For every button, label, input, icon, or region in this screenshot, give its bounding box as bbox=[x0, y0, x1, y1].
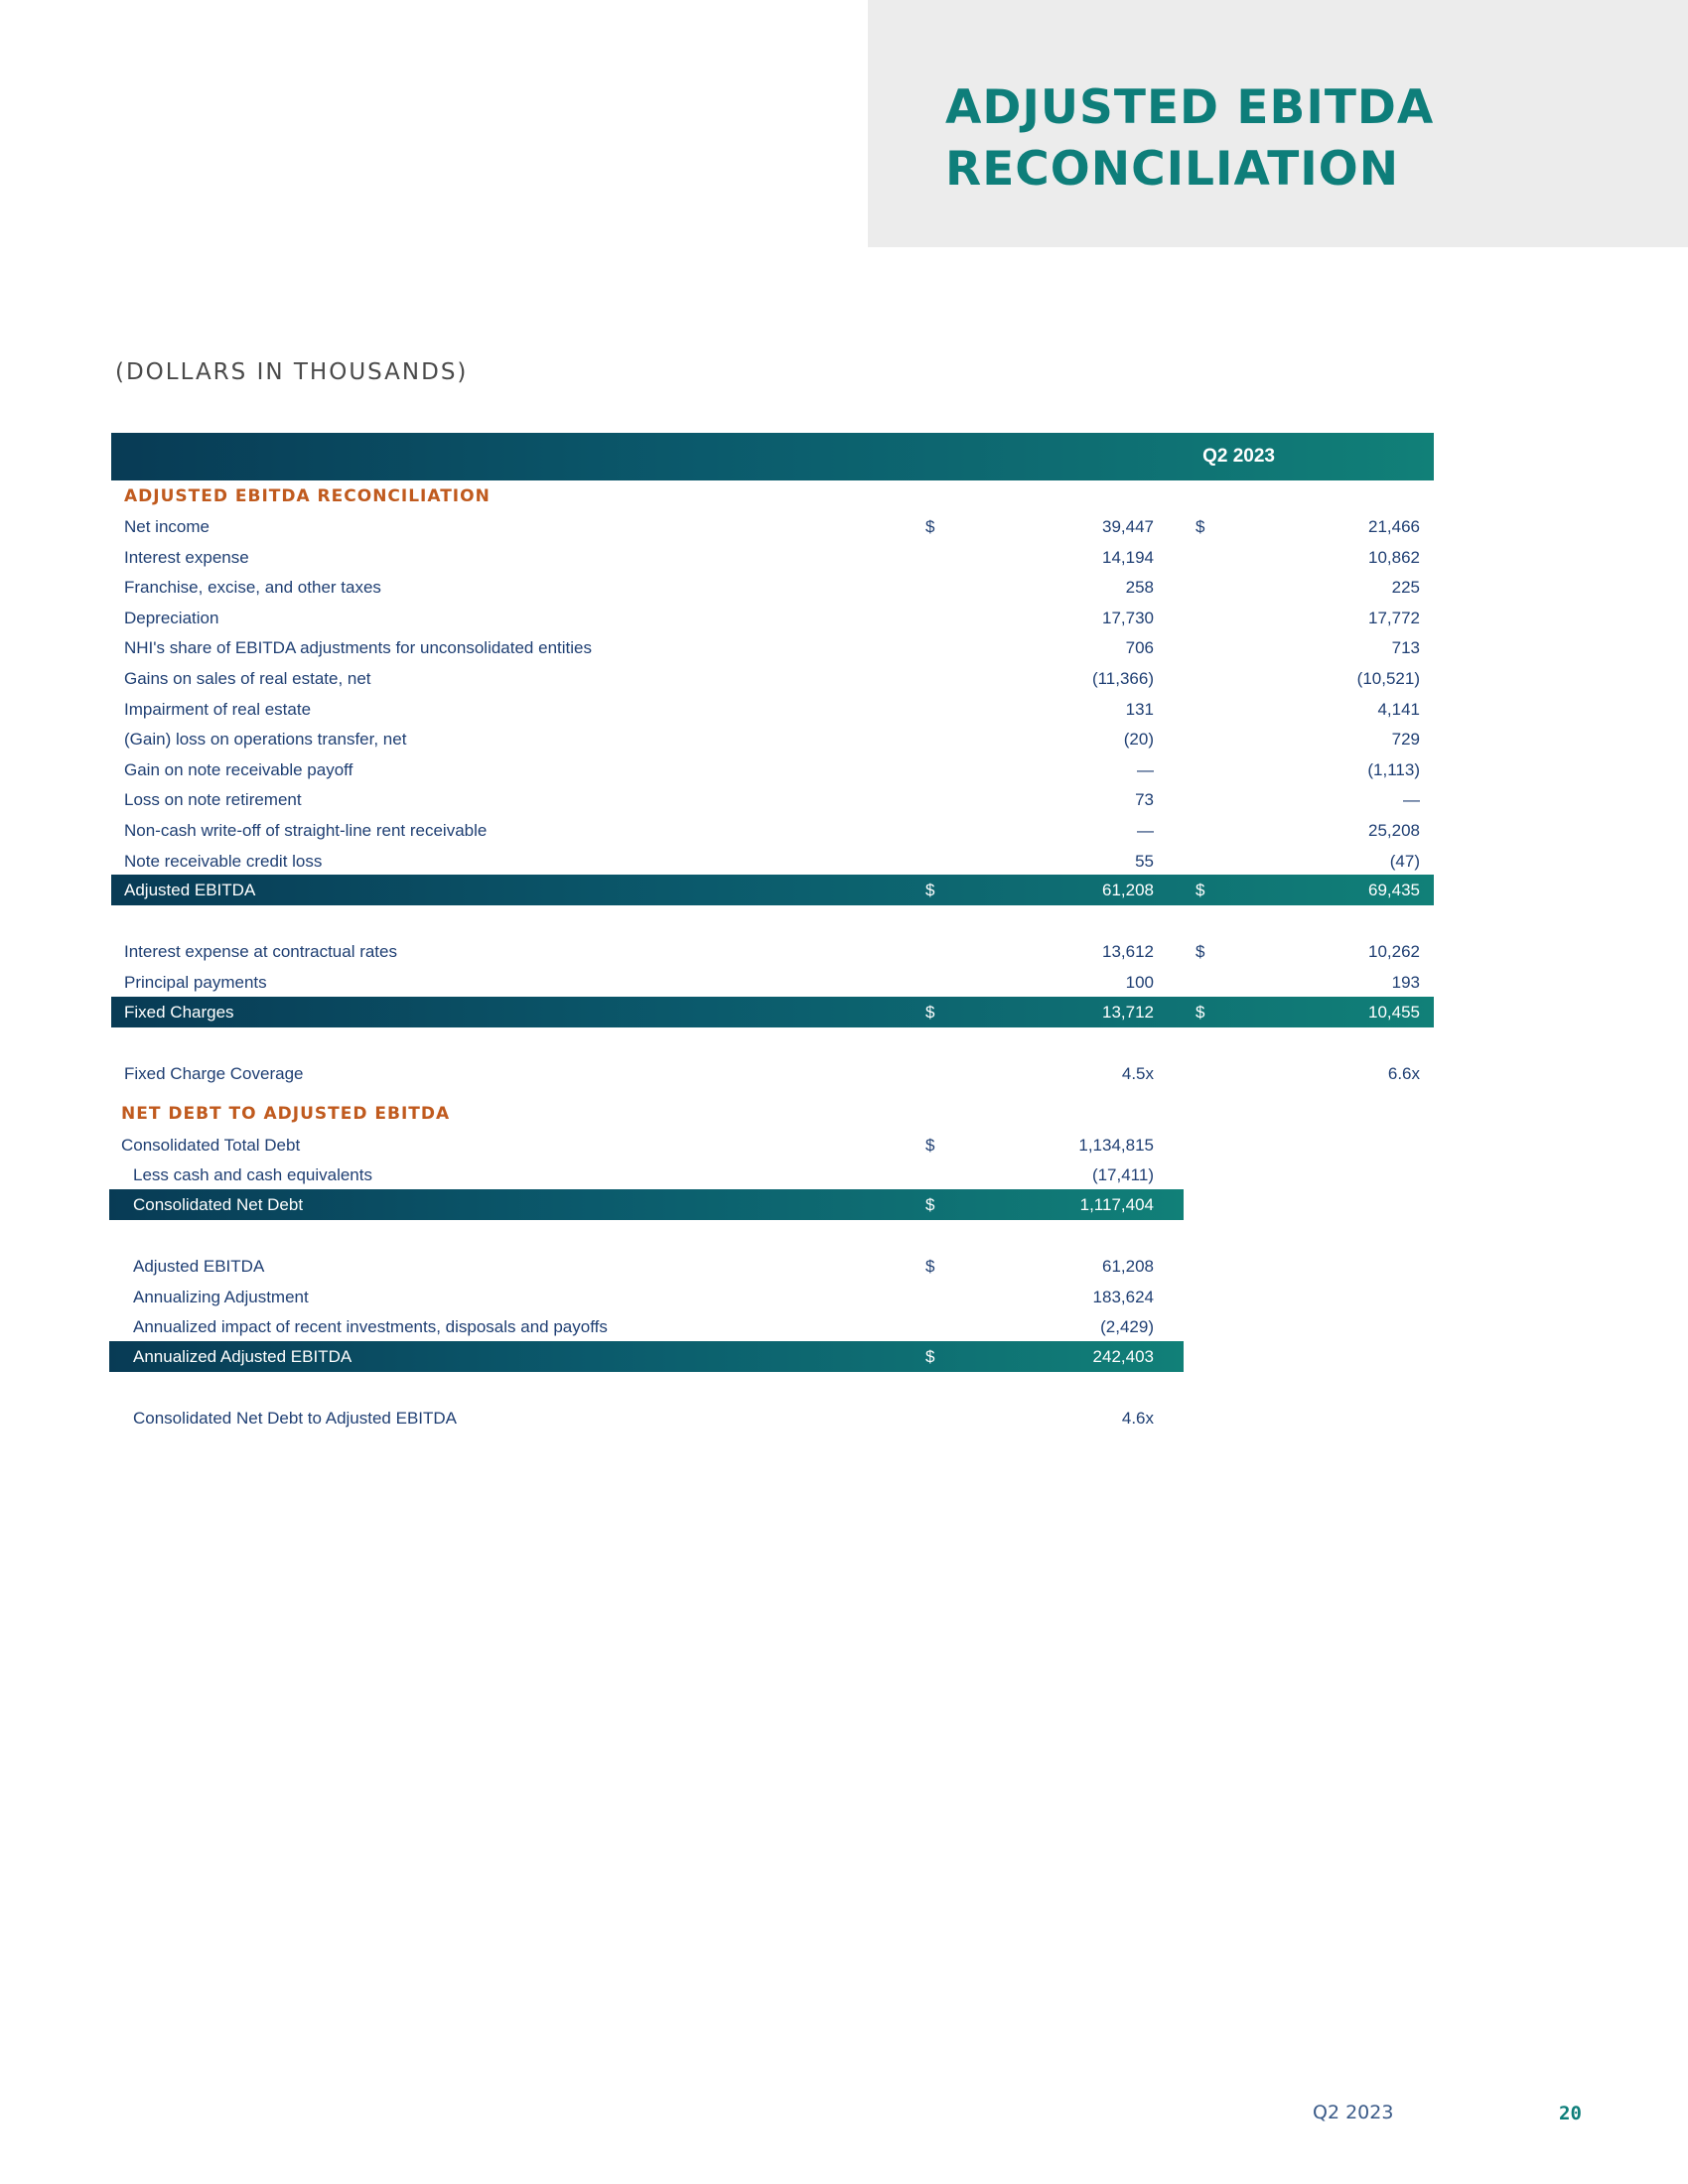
value-q2-2023: (17,411) bbox=[1091, 1165, 1154, 1184]
value-q2-2023: 1,117,404 bbox=[1079, 1195, 1154, 1214]
value-q2-2022: 21,466 bbox=[1368, 517, 1420, 536]
row-label: Consolidated Net Debt to Adjusted EBITDA bbox=[133, 1409, 458, 1428]
row-label: Adjusted EBITDA bbox=[124, 881, 256, 899]
table-row bbox=[111, 784, 1434, 815]
row-label: Gains on sales of real estate, net bbox=[124, 669, 371, 688]
table-row bbox=[111, 846, 1434, 877]
value-q2-2022: — bbox=[1403, 790, 1420, 810]
table-row bbox=[111, 694, 1434, 725]
table-row bbox=[109, 1403, 1184, 1433]
table-row bbox=[109, 1130, 1184, 1160]
units-subtitle: (DOLLARS IN THOUSANDS) bbox=[115, 359, 469, 385]
value-q2-2022: 6.6x bbox=[1387, 1064, 1420, 1083]
page-title bbox=[945, 77, 1434, 201]
table-row bbox=[111, 967, 1434, 998]
row-label: Interest expense at contractual rates bbox=[124, 942, 397, 961]
row-label: Consolidated Total Debt bbox=[121, 1136, 301, 1155]
section-title-ebitda: ADJUSTED EBITDA RECONCILIATION bbox=[124, 486, 491, 506]
table-row bbox=[109, 1311, 1184, 1342]
currency-symbol: $ bbox=[925, 517, 935, 536]
value-q2-2023: (20) bbox=[1123, 730, 1154, 750]
value-q2-2023: 61,208 bbox=[1102, 1257, 1154, 1276]
value-q2-2022: 193 bbox=[1391, 972, 1420, 992]
column-header-q2-2023: Q2 2023 bbox=[1202, 446, 1275, 467]
table-row bbox=[109, 1160, 1184, 1190]
row-label: Annualizing Adjustment bbox=[133, 1287, 309, 1306]
value-q2-2023: 55 bbox=[1135, 851, 1154, 871]
currency-symbol: $ bbox=[925, 1136, 935, 1155]
value-q2-2022: 729 bbox=[1391, 730, 1420, 750]
section-title-net-debt: NET DEBT TO ADJUSTED EBITDA bbox=[121, 1104, 451, 1124]
currency-symbol: $ bbox=[925, 881, 935, 899]
value-q2-2023: — bbox=[1137, 821, 1154, 840]
row-label: Fixed Charges bbox=[124, 1003, 234, 1022]
currency-symbol: $ bbox=[1196, 517, 1205, 536]
footer-quarter: Q2 2023 bbox=[1313, 2102, 1394, 2123]
table-row bbox=[111, 632, 1434, 663]
value-q2-2023: 258 bbox=[1125, 578, 1154, 598]
row-label: (Gain) loss on operations transfer, net bbox=[124, 730, 407, 750]
page-title-line2: RECONCILIATION bbox=[945, 142, 1400, 197]
value-q2-2022: (10,521) bbox=[1356, 669, 1420, 688]
row-label: Impairment of real estate bbox=[124, 699, 312, 719]
row-label: Interest expense bbox=[124, 547, 249, 567]
value-q2-2022: 69,435 bbox=[1368, 881, 1420, 899]
value-q2-2023: — bbox=[1137, 759, 1154, 779]
row-label: Less cash and cash equivalents bbox=[133, 1165, 372, 1184]
currency-symbol: $ bbox=[1196, 881, 1205, 899]
value-q2-2022: 713 bbox=[1391, 638, 1420, 658]
value-q2-2023: (11,366) bbox=[1091, 669, 1154, 688]
value-q2-2023: 13,712 bbox=[1102, 1003, 1154, 1022]
value-q2-2022: 25,208 bbox=[1368, 821, 1420, 840]
value-q2-2022: 4,141 bbox=[1377, 699, 1420, 719]
currency-symbol: $ bbox=[925, 1195, 935, 1214]
row-label: Depreciation bbox=[124, 608, 219, 627]
table-row bbox=[111, 724, 1434, 754]
value-q2-2022: 225 bbox=[1391, 578, 1420, 598]
value-q2-2023: 706 bbox=[1125, 638, 1154, 658]
currency-symbol: $ bbox=[1196, 942, 1205, 961]
row-label: Note receivable credit loss bbox=[124, 851, 323, 871]
row-label: Principal payments bbox=[124, 972, 267, 992]
row-label: Fixed Charge Coverage bbox=[124, 1064, 304, 1083]
footer-page-number: 20 bbox=[1559, 2103, 1582, 2124]
row-label: Adjusted EBITDA bbox=[133, 1257, 265, 1276]
table-row bbox=[111, 815, 1434, 846]
value-q2-2023: 4.6x bbox=[1121, 1409, 1154, 1428]
row-label: Net income bbox=[124, 517, 210, 536]
value-q2-2023: 73 bbox=[1135, 790, 1154, 810]
row-label: Non-cash write-off of straight-line rent receivable bbox=[124, 821, 488, 840]
row-label: Loss on note retirement bbox=[124, 790, 302, 810]
row-label: Gain on note receivable payoff bbox=[124, 759, 353, 779]
total-row bbox=[109, 1341, 1184, 1372]
value-q2-2023: 131 bbox=[1125, 699, 1154, 719]
row-label: Annualized impact of recent investments, disposals and payoffs bbox=[133, 1317, 608, 1337]
currency-symbol: $ bbox=[925, 1347, 935, 1366]
table-row bbox=[111, 572, 1434, 603]
page-title-line1: ADJUSTED EBITDA bbox=[945, 80, 1435, 135]
row-label: Consolidated Net Debt bbox=[133, 1195, 304, 1214]
value-q2-2023: 4.5x bbox=[1121, 1064, 1154, 1083]
value-q2-2023: 183,624 bbox=[1092, 1287, 1154, 1306]
value-q2-2023: (2,429) bbox=[1100, 1317, 1154, 1337]
currency-symbol: $ bbox=[925, 1003, 935, 1022]
table-row bbox=[111, 663, 1434, 694]
value-q2-2022: 10,455 bbox=[1368, 1003, 1420, 1022]
value-q2-2023: 242,403 bbox=[1092, 1347, 1154, 1366]
column-header-q2-2022: Q2 2022 bbox=[1451, 446, 1523, 467]
table-row bbox=[111, 754, 1434, 785]
value-q2-2022: 17,772 bbox=[1368, 608, 1420, 627]
value-q2-2023: 13,612 bbox=[1102, 942, 1154, 961]
value-q2-2022: (47) bbox=[1389, 851, 1420, 871]
table-row bbox=[111, 603, 1434, 633]
title-panel bbox=[868, 0, 1688, 247]
table-row bbox=[111, 936, 1434, 967]
table-row bbox=[111, 1058, 1434, 1089]
value-q2-2023: 1,134,815 bbox=[1078, 1136, 1154, 1155]
value-q2-2022: 10,862 bbox=[1368, 547, 1420, 567]
currency-symbol: $ bbox=[925, 1257, 935, 1276]
table-row bbox=[109, 1282, 1184, 1312]
value-q2-2022: 10,262 bbox=[1368, 942, 1420, 961]
table-header bbox=[111, 433, 1523, 480]
value-q2-2022: (1,113) bbox=[1367, 759, 1420, 779]
table-row bbox=[109, 1251, 1184, 1282]
value-q2-2023: 17,730 bbox=[1102, 608, 1154, 627]
row-label: NHI's share of EBITDA adjustments for unconsolidated entities bbox=[124, 638, 592, 658]
value-q2-2023: 61,208 bbox=[1102, 881, 1154, 899]
total-row bbox=[111, 875, 1434, 905]
value-q2-2023: 14,194 bbox=[1102, 547, 1154, 567]
row-label: Franchise, excise, and other taxes bbox=[124, 578, 381, 598]
table-row bbox=[111, 511, 1434, 542]
table-row bbox=[111, 542, 1434, 573]
currency-symbol: $ bbox=[1196, 1003, 1205, 1022]
total-row bbox=[109, 1189, 1184, 1220]
row-label: Annualized Adjusted EBITDA bbox=[133, 1347, 352, 1366]
value-q2-2023: 39,447 bbox=[1102, 517, 1154, 536]
value-q2-2023: 100 bbox=[1125, 972, 1154, 992]
total-row bbox=[111, 997, 1434, 1027]
